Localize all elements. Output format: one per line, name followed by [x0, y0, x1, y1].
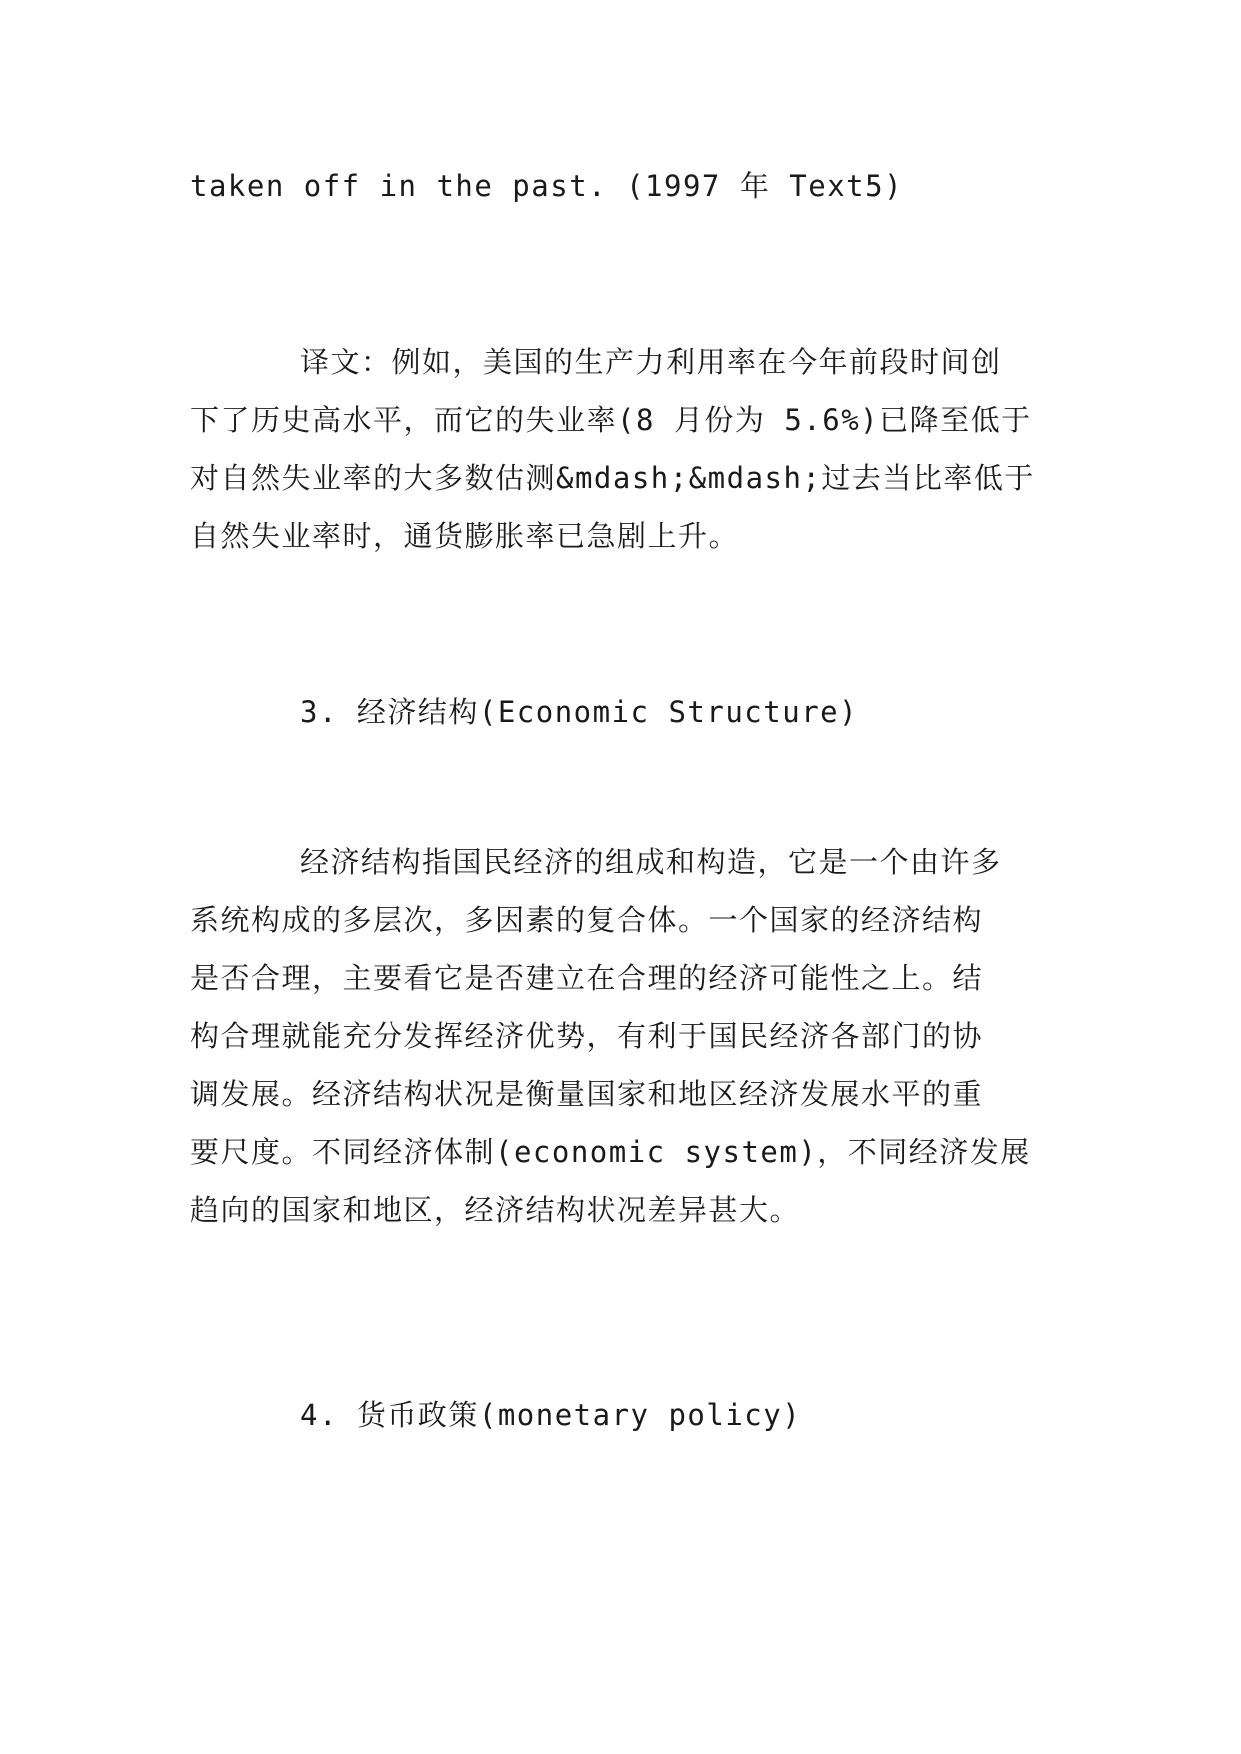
text-line: 对自然失业率的大多数估测&mdash;&mdash;过去当比率低于 [190, 461, 1035, 495]
text-line: taken off in the past. (1997 年 Text5) [190, 169, 904, 203]
text-line: 趋向的国家和地区，经济结构状况差异甚大。 [190, 1193, 801, 1227]
text-line: 译文：例如，美国的生产力利用率在今年前段时间创 [300, 345, 1002, 379]
text-line: 经济结构指国民经济的组成和构造，它是一个由许多 [300, 845, 1002, 879]
heading-text: 4. 货币政策(monetary policy) [300, 1398, 802, 1432]
text-line: 自然失业率时，通货膨胀率已急剧上升。 [190, 519, 740, 553]
economic-structure-paragraph [190, 833, 1052, 1239]
continuation-text [190, 157, 1052, 215]
text-line: 调发展。经济结构状况是衡量国家和地区经济发展水平的重 [190, 1077, 984, 1111]
text-line: 要尺度。不同经济体制(economic system)，不同经济发展 [190, 1135, 1031, 1169]
section-heading-4 [190, 1386, 1052, 1444]
heading-text: 3. 经济结构(Economic Structure) [300, 695, 859, 729]
text-line: 构合理就能充分发挥经济优势，有利于国民经济各部门的协 [190, 1019, 984, 1053]
section-heading-3 [190, 683, 1052, 741]
translation-paragraph [190, 333, 1052, 565]
text-line: 下了历史高水平，而它的失业率(8 月份为 5.6%)已降至低于 [190, 403, 1032, 437]
text-line: 是否合理，主要看它是否建立在合理的经济可能性之上。结 [190, 961, 984, 995]
text-line: 系统构成的多层次，多因素的复合体。一个国家的经济结构 [190, 903, 984, 937]
